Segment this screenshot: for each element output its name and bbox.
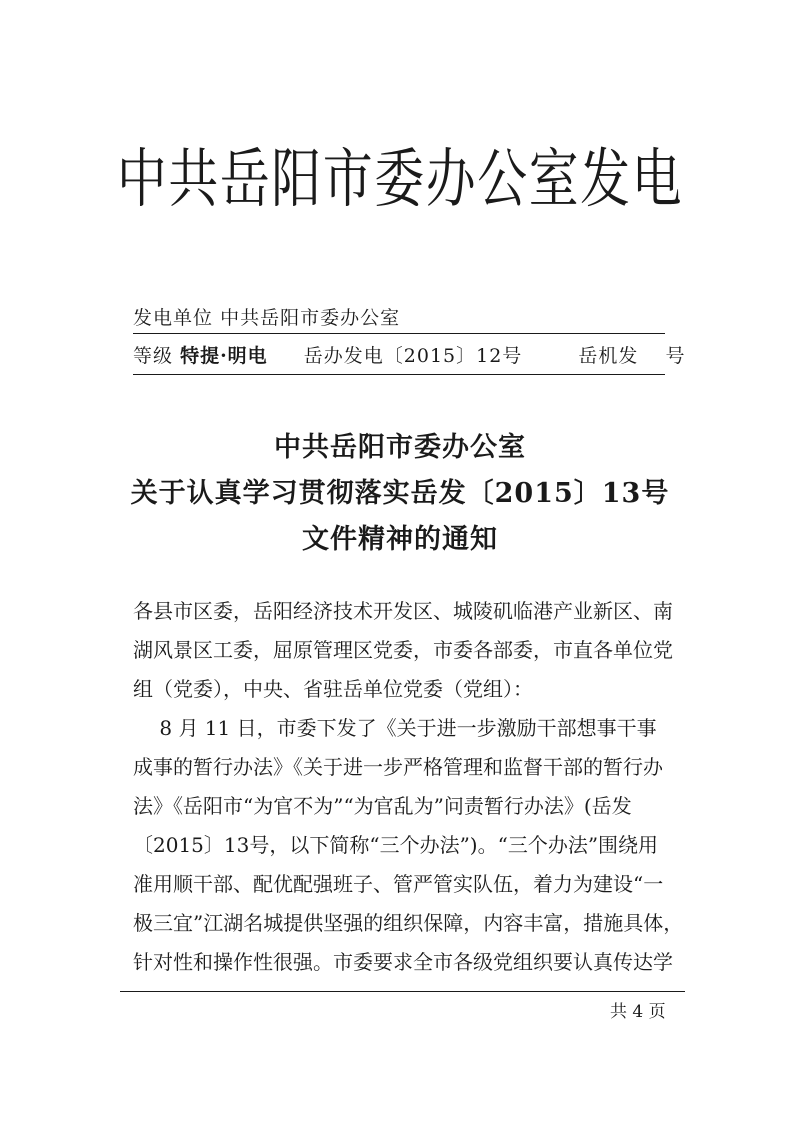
reference-number: 岳机发 号: [578, 345, 686, 367]
level-value: 特提·明电: [180, 345, 268, 367]
body-line: 组（党委），中央、省驻岳单位党委（党组）：: [133, 677, 533, 701]
sender-label: 发电单位: [133, 307, 214, 329]
footer-divider: [120, 991, 685, 992]
page-count: 共 4 页: [610, 1002, 666, 1022]
divider-top: [133, 333, 665, 334]
level-line: [133, 343, 685, 369]
divider-bottom: [133, 374, 665, 375]
notice-title-line-3: 文件精神的通知: [302, 524, 498, 555]
body-line: 各县市区委，岳阳经济技术开发区、城陵矶临港产业新区、南: [133, 599, 673, 623]
body-line: 8 月 11 日，市委下发了《关于进一步激励干部想事干事: [133, 716, 657, 740]
sender-value: 中共岳阳市委办公室: [220, 307, 401, 329]
body-line: 〔2015〕13号，以下简称“三个办法”)。“三个办法”围绕用: [133, 833, 659, 857]
body-line: 针对性和操作性很强。市委要求全市各级党组织要认真传达学: [133, 950, 673, 974]
notice-title-line-2: 关于认真学习贯彻落实岳发〔2015〕13号: [130, 478, 670, 509]
level-label: 等级: [133, 345, 174, 367]
masthead-title: 中共岳阳市委办公室发电: [116, 143, 684, 217]
body-line: 法》《岳阳市“为官不为”“为官乱为”问责暂行办法》(岳发: [133, 794, 632, 818]
body-line: 准用顺干部、配优配强班子、管严管实队伍，着力为建设“一: [133, 872, 664, 896]
body-line: 极三宜”江湖名城提供坚强的组织保障，内容丰富，措施具体，: [133, 911, 684, 935]
notice-title-line-1: 中共岳阳市委办公室: [274, 432, 526, 463]
sender-line: [133, 305, 400, 331]
document-number: 岳办发电〔2015〕12号: [303, 345, 523, 367]
body-line: 湖风景区工委，屈原管理区党委，市委各部委，市直各单位党: [133, 638, 673, 662]
body-line: 成事的暂行办法》《关于进一步严格管理和监督干部的暂行办: [133, 755, 663, 779]
